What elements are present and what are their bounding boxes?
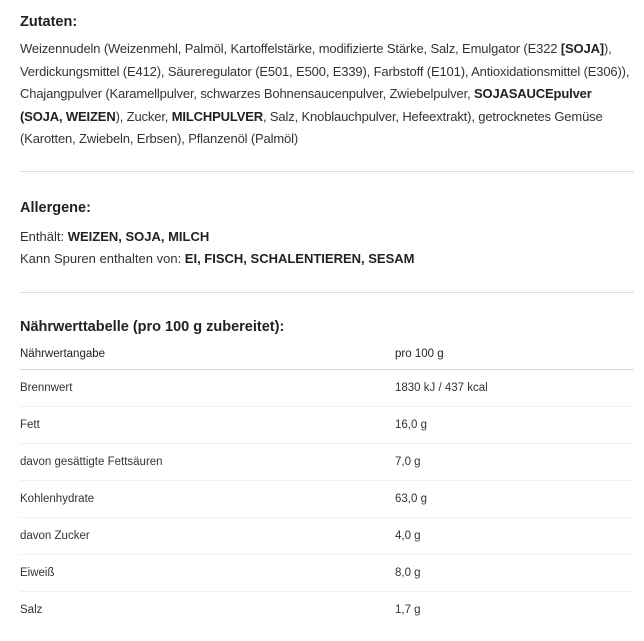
column-header-per-100g: pro 100 g [395, 343, 634, 370]
table-row [20, 554, 634, 591]
nutrient-value: 7,0 g [395, 443, 634, 480]
allergen-traces-line [20, 248, 634, 270]
allergen-contains-label: Enthält: [20, 228, 68, 244]
allergen-contains-values: WEIZEN, SOJA, MILCH [67, 228, 210, 244]
ingredients-segment: Weizennudeln (Weizenmehl, Palmöl, Kartoffelstärke, modifizierte Stärke, Salz, Emulgator (E322 [20, 41, 561, 56]
nutrient-name: davon Zucker [20, 517, 395, 554]
nutrient-name: davon gesättigte Fettsäuren [20, 443, 395, 480]
nutrient-name: Fett [20, 406, 395, 443]
ingredients-title: Zutaten: [20, 14, 78, 30]
nutrition-section [20, 293, 634, 628]
nutrient-name: Eiweiß [20, 554, 395, 591]
allergen-traces-values: EI, FISCH, SCHALENTIEREN, SESAM [184, 250, 415, 266]
column-header-nutrient: Nährwertangabe [20, 343, 395, 370]
nutrient-name: Kohlenhydrate [20, 480, 395, 517]
ingredients-segment: , Salz, Knoblauchpulver, Hefeextrakt), getrocknetes Gemüse (Karotten, Zwiebeln, Erbsen), Pflanzenöl (Palmöl) [20, 108, 603, 146]
allergen-traces-label: Kann Spuren enthalten von: [20, 250, 185, 266]
nutrient-value: 4,0 g [395, 517, 634, 554]
ingredients-section [20, 0, 634, 151]
nutrient-value: 8,0 g [395, 554, 634, 591]
nutrient-name: Brennwert [20, 369, 395, 406]
nutrition-title: Nährwerttabelle (pro 100 g zubereitet): [20, 318, 285, 335]
ingredients-segment: ), Zucker, [115, 108, 172, 124]
nutrition-table [20, 343, 634, 628]
table-row [20, 369, 634, 406]
allergen-contains-line [20, 226, 634, 248]
nutrient-name: Salz [20, 603, 43, 616]
allergens-section [20, 172, 634, 270]
allergens-title: Allergene: [20, 199, 91, 216]
table-row [20, 517, 634, 554]
nutrient-value: 1830 kJ / 437 kcal [395, 369, 634, 406]
nutrient-value: 63,0 g [395, 480, 634, 517]
ingredients-text [20, 38, 632, 151]
table-header-row [20, 343, 634, 370]
ingredients-allergen-highlight: SOJASAUCEpulver (SOJA, WEIZEN [20, 86, 592, 124]
ingredients-allergen-highlight: MILCHPULVER [171, 108, 263, 124]
nutrient-value: 1,7 g [395, 603, 421, 616]
ingredients-allergen-highlight: [SOJA] [560, 41, 604, 56]
table-row [20, 443, 634, 480]
table-row [20, 406, 634, 443]
ingredients-segment: ), Verdickungsmittel (E412), Säureregulator (E501, E500, E339), Farbstoff (E101), Antioxidationsmittel (E306)), Chajangpulver (Karamellpulver, schwarzes Bohnensaucenpulver, Zwiebelpulver, [20, 41, 630, 101]
table-row [20, 591, 634, 628]
nutrient-value: 16,0 g [395, 406, 634, 443]
table-row [20, 480, 634, 517]
